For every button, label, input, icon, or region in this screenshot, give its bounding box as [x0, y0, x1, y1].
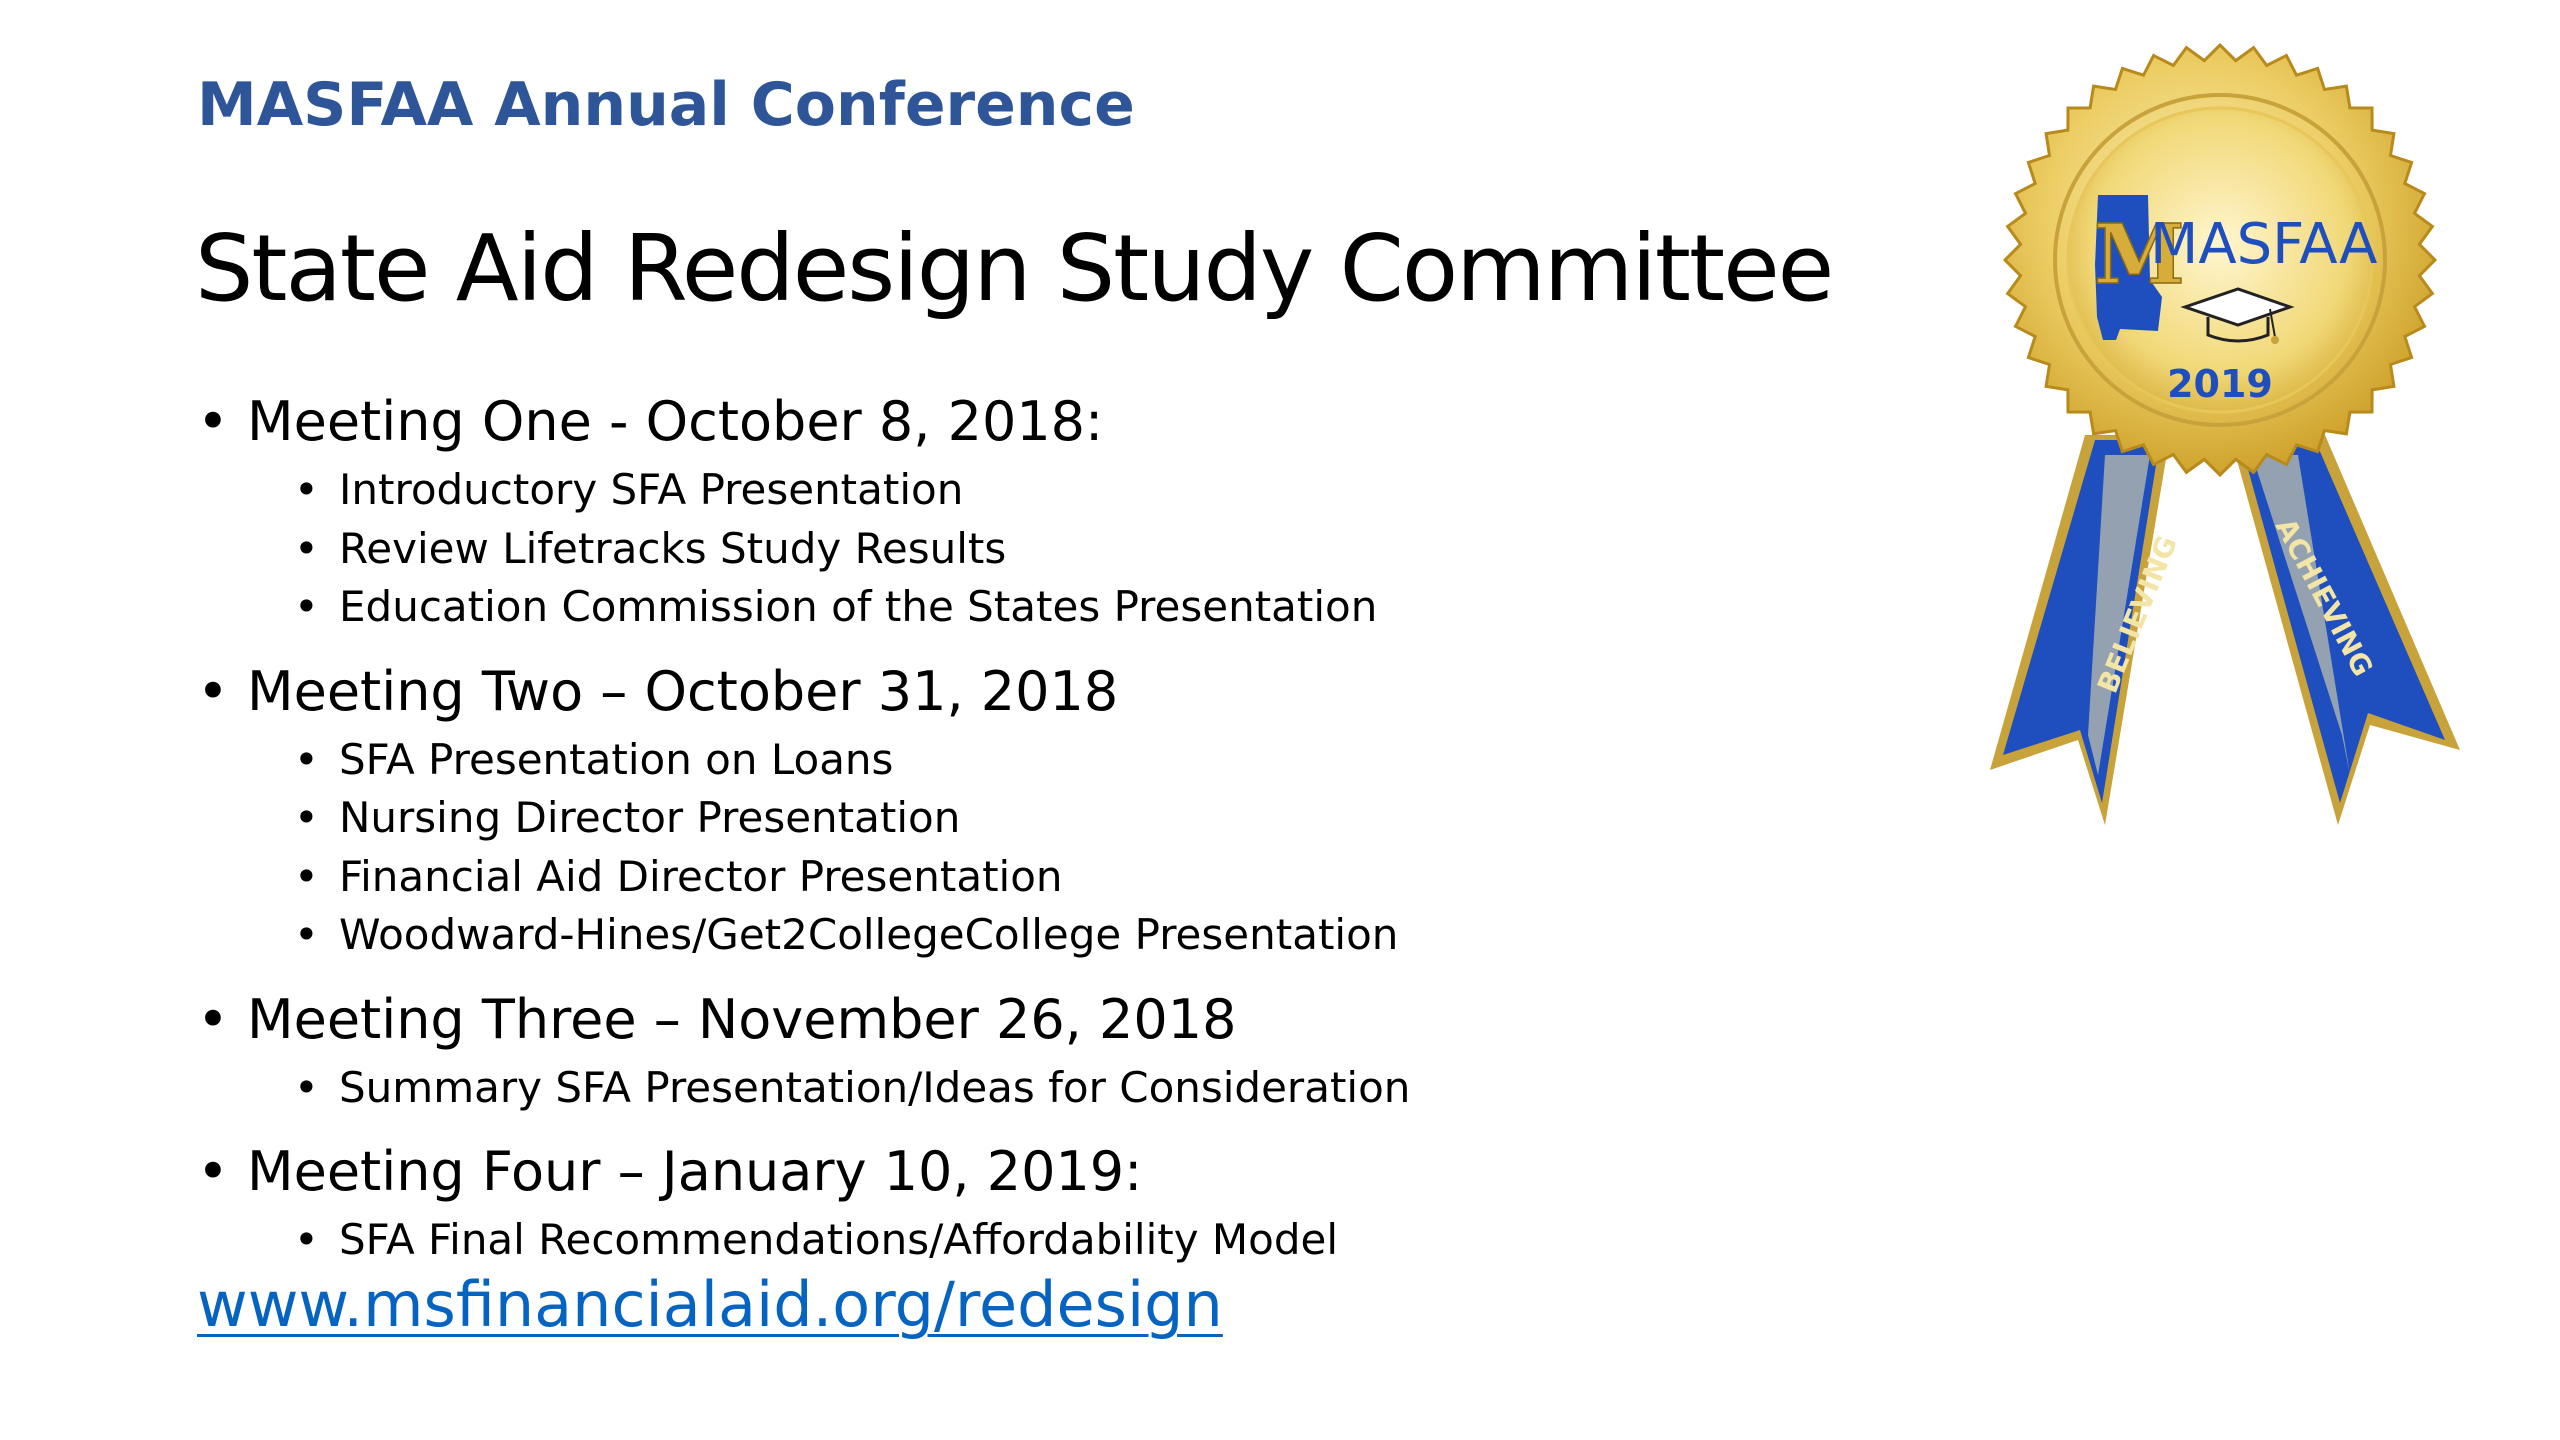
bullet-icon: •: [294, 793, 319, 842]
list-item: [294, 461, 1997, 520]
bullet-icon: •: [294, 910, 319, 959]
meeting-label-text: Meeting One - October 8, 2018:: [247, 390, 1104, 453]
svg-text:M: M: [2094, 207, 2185, 303]
list-item-text: Introductory SFA Presentation: [339, 465, 964, 514]
slide-title: State Aid Redesign Study Committee: [195, 215, 1833, 322]
meeting-1: [197, 383, 1997, 637]
list-item: [294, 848, 1997, 907]
bullet-icon: •: [197, 1140, 229, 1203]
list-item-text: Summary SFA Presentation/Ideas for Consideration: [339, 1062, 1411, 1112]
list-item: [294, 906, 1997, 965]
masfaa-2019-badge: [1970, 35, 2480, 835]
list-item: [294, 520, 1997, 579]
meeting-4-items: [197, 1211, 1997, 1270]
meeting-label-text: Meeting Three – November 26, 2018: [247, 987, 1237, 1051]
badge-year-text: 2019: [2167, 362, 2273, 406]
bullet-icon: •: [294, 734, 319, 784]
meeting-label-text: Meeting Four – January 10, 2019:: [247, 1140, 1143, 1203]
meeting-2-items: [197, 731, 1997, 965]
meeting-4-label: [197, 1133, 1997, 1211]
meeting-label-text: Meeting Two – October 31, 2018: [247, 659, 1119, 723]
list-item: [294, 731, 1997, 790]
badge-org-text: MASFAA: [2150, 212, 2378, 277]
conference-title: MASFAA Annual Conference: [197, 70, 1135, 140]
list-item: [294, 578, 1997, 637]
bullet-icon: •: [294, 851, 319, 901]
ribbon-right-text: ACHIEVING: [2268, 512, 2380, 682]
list-item-text: Education Commission of the States Presentation: [339, 582, 1378, 631]
list-item: [294, 1059, 1997, 1118]
meeting-3-items: [197, 1059, 1997, 1118]
redesign-link[interactable]: www.msfinancialaid.org/redesign: [197, 1268, 1223, 1341]
list-item-text: SFA Presentation on Loans: [339, 734, 894, 784]
meeting-2: [197, 653, 1997, 965]
bullet-icon: •: [197, 390, 229, 453]
award-ribbon-icon: [1970, 35, 2480, 835]
bullet-icon: •: [294, 1215, 319, 1264]
bullet-icon: •: [197, 659, 229, 723]
bullet-icon: •: [294, 465, 319, 514]
meeting-3: [197, 981, 1997, 1118]
list-item-text: Review Lifetracks Study Results: [339, 523, 1007, 573]
meeting-agenda: [197, 383, 1997, 1286]
list-item-text: SFA Final Recommendations/Affordability Model: [339, 1215, 1339, 1264]
meeting-1-label: [197, 383, 1997, 461]
list-item-text: Nursing Director Presentation: [339, 793, 961, 842]
meeting-3-label: [197, 981, 1997, 1059]
bullet-icon: •: [294, 523, 319, 573]
bullet-icon: •: [294, 582, 319, 631]
meeting-1-items: [197, 461, 1997, 637]
list-item-text: Woodward-Hines/Get2CollegeCollege Presentation: [339, 910, 1399, 959]
list-item: [294, 789, 1997, 848]
meeting-4: [197, 1133, 1997, 1270]
bullet-icon: •: [197, 987, 229, 1051]
bullet-icon: •: [294, 1062, 319, 1112]
list-item-text: Financial Aid Director Presentation: [339, 851, 1063, 901]
ribbon-left-text: BELIEVING: [2090, 531, 2184, 698]
list-item: [294, 1211, 1997, 1270]
meeting-2-label: [197, 653, 1997, 731]
